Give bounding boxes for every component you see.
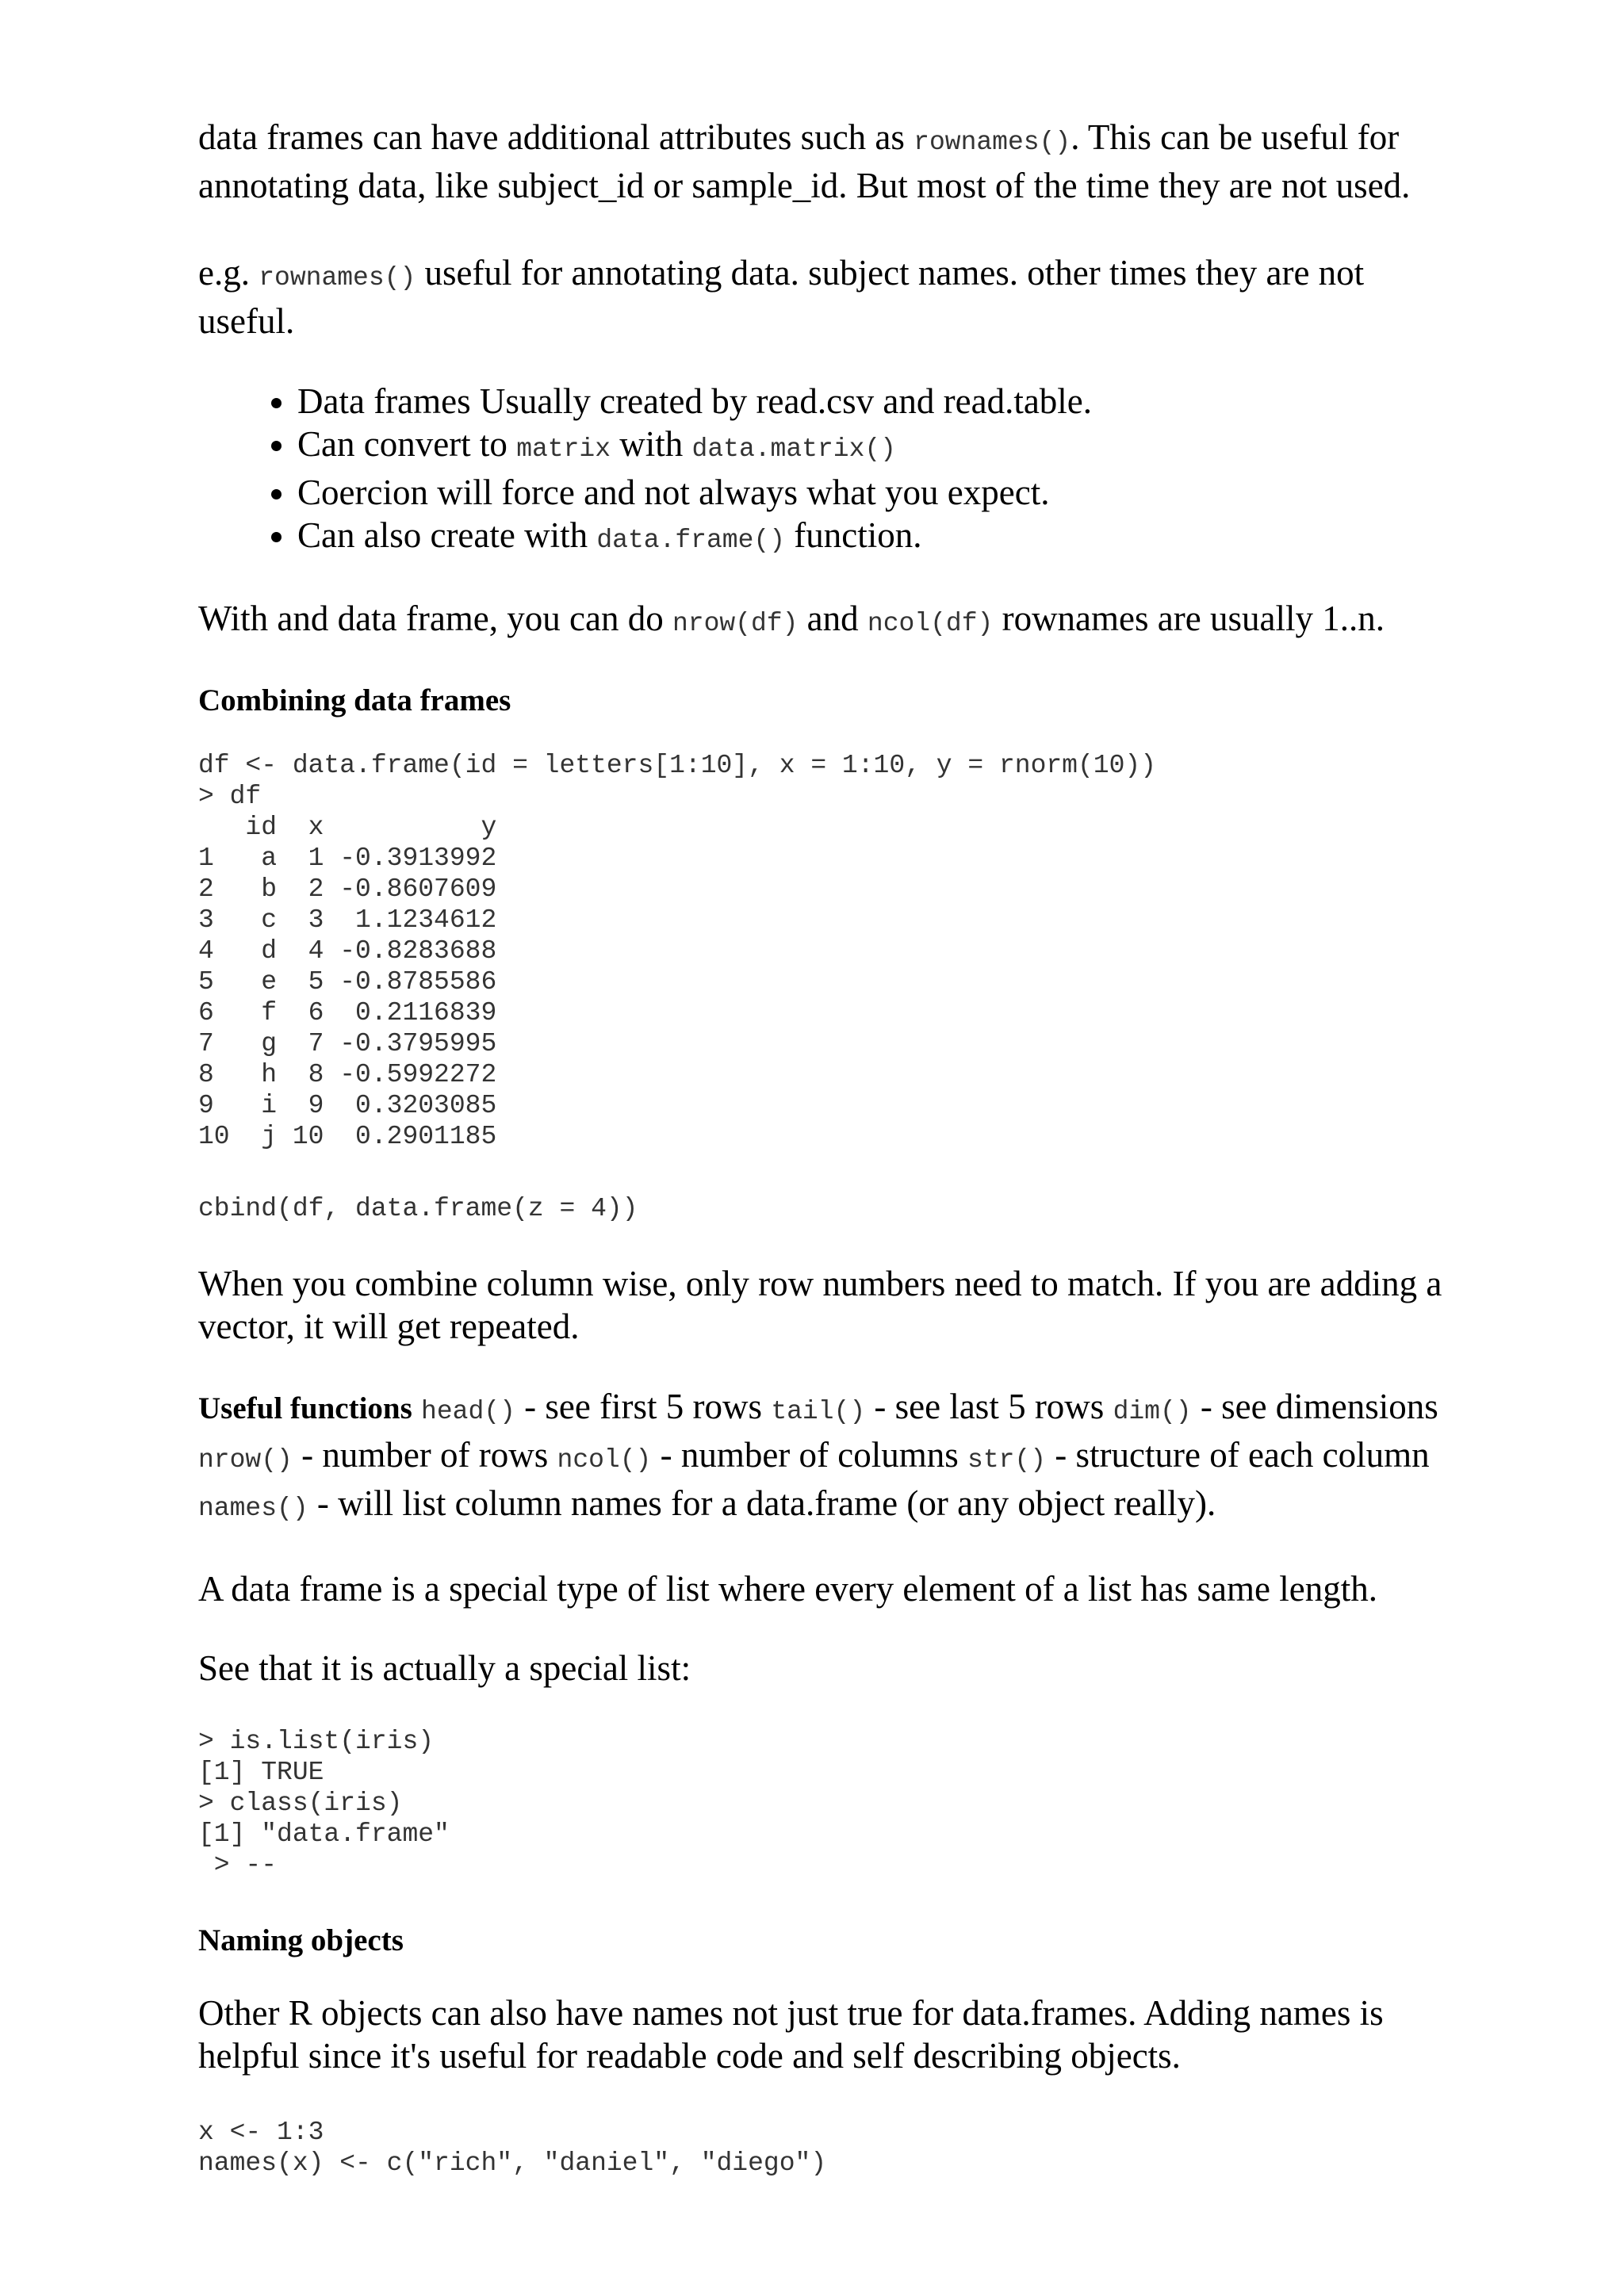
- inline-code: head(): [421, 1397, 515, 1426]
- code-block-cbind: cbind(df, data.frame(z = 4)): [198, 1194, 638, 1223]
- inline-code: nrow(df): [672, 609, 799, 638]
- paragraph-useful-functions: Useful functions head() - see first 5 rows tail() - see last 5 rows dim() - see dimensions nrow() - number of rows ncol() - number of columns str() - structure of each column names() - will list column names for a data.frame (or any object really).: [198, 1387, 1438, 1523]
- inline-code: dim(): [1113, 1397, 1192, 1426]
- list-item: • Can also create with data.frame() function.: [297, 514, 1451, 562]
- list-item: • Coercion will force and not always what you expect.: [297, 471, 1451, 514]
- code-block-iris: > is.list(iris) [1] TRUE > class(iris) [1] "data.frame" > --: [198, 1727, 450, 1880]
- paragraph-rownames-intro: data frames can have additional attributes such as rownames(). This can be useful for annotating data, like subject_id or sample_id. But most of the time they are not used.: [198, 117, 1411, 205]
- paragraph-see-special-list: See that it is actually a special list:: [198, 1648, 691, 1688]
- code-block-dataframe: df <- data.frame(id = letters[1:10], x = 1:10, y = rnorm(10)) > df id x y 1 a 1 -0.3913992 2 b 2 -0.8607609 3 c 3 1.1234612 4 d 4 -0.8283688 5 e 5 -0.8785586 6 f 6 0.2116839 7 g 7 -0.3795995 8 h 8 -0.5992272 9 i 9 0.3203085 10 j 10 0.2901185: [198, 751, 1156, 1151]
- list-item: • Data frames Usually created by read.csv and read.table.: [297, 380, 1451, 423]
- section-heading-combining: Combining data frames: [198, 683, 511, 718]
- paragraph-naming-objects: Other R objects can also have names not just true for data.frames. Adding names is helpful since it's useful for readable code and self describing objects.: [198, 1993, 1384, 2076]
- document-page: [198, 116, 1451, 2179]
- list-item: • Can convert to matrix with data.matrix(): [297, 423, 1451, 471]
- inline-code: ncol(): [557, 1445, 652, 1475]
- inline-code: nrow(): [198, 1445, 293, 1475]
- inline-code: tail(): [771, 1397, 866, 1426]
- inline-code: ncol(df): [867, 609, 994, 638]
- section-heading-naming: Naming objects: [198, 1923, 404, 1957]
- inline-code: data.frame(): [596, 526, 785, 555]
- inline-code: names(): [198, 1494, 308, 1523]
- inline-code: matrix: [516, 434, 611, 464]
- inline-code: rownames(): [259, 263, 416, 293]
- paragraph-special-list: A data frame is a special type of list where every element of a list has same length.: [198, 1569, 1377, 1609]
- code-block-names: x <- 1:3 names(x) <- c("rich", "daniel", "diego"): [198, 2118, 827, 2178]
- paragraph-rownames-example: e.g. rownames() useful for annotating data. subject names. other times they are not useful.: [198, 253, 1365, 341]
- bullet-list: [198, 380, 1451, 562]
- useful-functions-label: Useful functions: [198, 1391, 412, 1425]
- paragraph-combine-column: When you combine column wise, only row numbers need to match. If you are adding a vector, it will get repeated.: [198, 1264, 1442, 1346]
- inline-code: rownames(): [914, 128, 1071, 157]
- inline-code: data.matrix(): [691, 434, 896, 464]
- inline-code: str(): [967, 1445, 1047, 1475]
- paragraph-nrow-ncol: With and data frame, you can do nrow(df) and ncol(df) rownames are usually 1..n.: [198, 599, 1385, 638]
